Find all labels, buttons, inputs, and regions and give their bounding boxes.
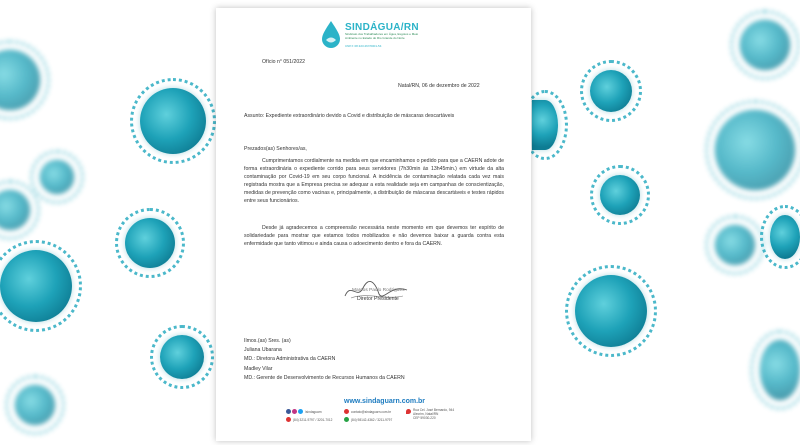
virus-illustration bbox=[590, 70, 632, 112]
virus-illustration bbox=[125, 218, 175, 268]
letter-paragraph: Desde já agradecemos a compreensão necessária neste momento em que devemos ter espírito de solidariedade para mostrar que estamos todos mobilizados e não devemos baixar a guarda contra esta enfermidade que tanto vitimou e ainda causa o adoecimento dentro e fora da CAERN. bbox=[244, 225, 504, 248]
location-pin-icon bbox=[406, 409, 411, 414]
website-link[interactable]: www.sindaguarn.com.br bbox=[344, 398, 426, 405]
letter-reference: Ofício n° 051/2022 bbox=[262, 59, 306, 65]
recipients-heading: Ilmos.(as) Sres. (as) bbox=[244, 338, 291, 344]
address-line: Rua Cel. José Bernardo, 944 bbox=[413, 408, 455, 412]
email-address: contato@sindaguarn.com.br bbox=[351, 409, 392, 414]
virus-illustration bbox=[0, 190, 30, 230]
whatsapp-icon bbox=[344, 417, 349, 422]
letter-salutation: Prezados(as) Senhores/as, bbox=[244, 146, 307, 152]
letter-paragraph: Cumprimentamos cordialmente na medida em que encaminhamos o pedido para que a CAERN adote de forma extraordinária o expediente corrido para seus servidores (7h30min às 13h45min.) em virtude da alta contaminação por Covid-19 em seu corpo funcional. A incidência de contaminação relatada cada vez mais registrada mostra que a Empresa precisa se adequar a esta realidade seja em campanhas de conscientização, medidas de prevenção como vacinas e, principalmente, a distribuição de máscaras descartáveis e testes rápidos entre seus funcionários. bbox=[244, 158, 504, 205]
virus-illustration bbox=[600, 175, 640, 215]
virus-illustration bbox=[160, 335, 204, 379]
virus-illustration bbox=[740, 20, 790, 70]
letter-date: Natal/RN, 06 de dezembro de 2022 bbox=[398, 83, 480, 89]
signer-name: Marcos Paulo Rodrigues bbox=[352, 288, 405, 293]
recipient-role: MD.: Gerente de Desenvolvimento de Recursos Humanos da CAERN bbox=[244, 375, 405, 381]
twitter-icon bbox=[298, 409, 303, 414]
phone-number: (84) 3211-9797 / 3201-7012 bbox=[293, 417, 333, 422]
virus-illustration bbox=[0, 50, 40, 110]
social-handle: /sindaguarn bbox=[305, 409, 322, 414]
virus-illustration bbox=[715, 110, 795, 190]
virus-illustration bbox=[0, 250, 72, 322]
letter-subject: Assunto: Expediente extraordinário devido a Covid e distribuição de máscaras descartáveis bbox=[244, 113, 455, 119]
postal-code: CEP 59030-220 bbox=[413, 416, 436, 420]
virus-illustration bbox=[575, 275, 647, 347]
signer-title: Diretor Presidente bbox=[357, 296, 399, 302]
virus-illustration bbox=[760, 340, 800, 400]
letter-document bbox=[216, 8, 531, 441]
virus-illustration bbox=[40, 160, 74, 194]
facebook-icon bbox=[286, 409, 291, 414]
phone-icon bbox=[286, 417, 291, 422]
virus-illustration bbox=[770, 215, 800, 259]
letter-footer bbox=[286, 397, 526, 437]
recipient-role: MD.: Diretora Administrativa da CAERN bbox=[244, 356, 336, 362]
virus-illustration bbox=[715, 225, 755, 265]
email-icon bbox=[344, 409, 349, 414]
virus-illustration bbox=[15, 385, 55, 425]
virus-illustration bbox=[532, 100, 558, 150]
water-drop-icon bbox=[321, 20, 341, 48]
org-logo bbox=[321, 18, 431, 52]
address-line: Alecrim, Natal/RN bbox=[413, 412, 439, 416]
whatsapp-number: (84) 98142-4362 / 3211-9797 bbox=[351, 417, 393, 422]
org-subtitle: Sindicato dos Trabalhadores em Água, Esgotos e Meio Ambiente no Estado do Rio Grande do Norte bbox=[345, 32, 419, 40]
instagram-icon bbox=[292, 409, 297, 414]
recipient-name: Juliana Ubarana bbox=[244, 347, 282, 353]
recipient-name: Madley Vilar bbox=[244, 366, 273, 372]
virus-illustration bbox=[140, 88, 206, 154]
org-name: SINDÁGUA/RN bbox=[345, 22, 419, 33]
org-cnpj: CNPJ: 08.323.267/0001-54 bbox=[345, 44, 382, 48]
